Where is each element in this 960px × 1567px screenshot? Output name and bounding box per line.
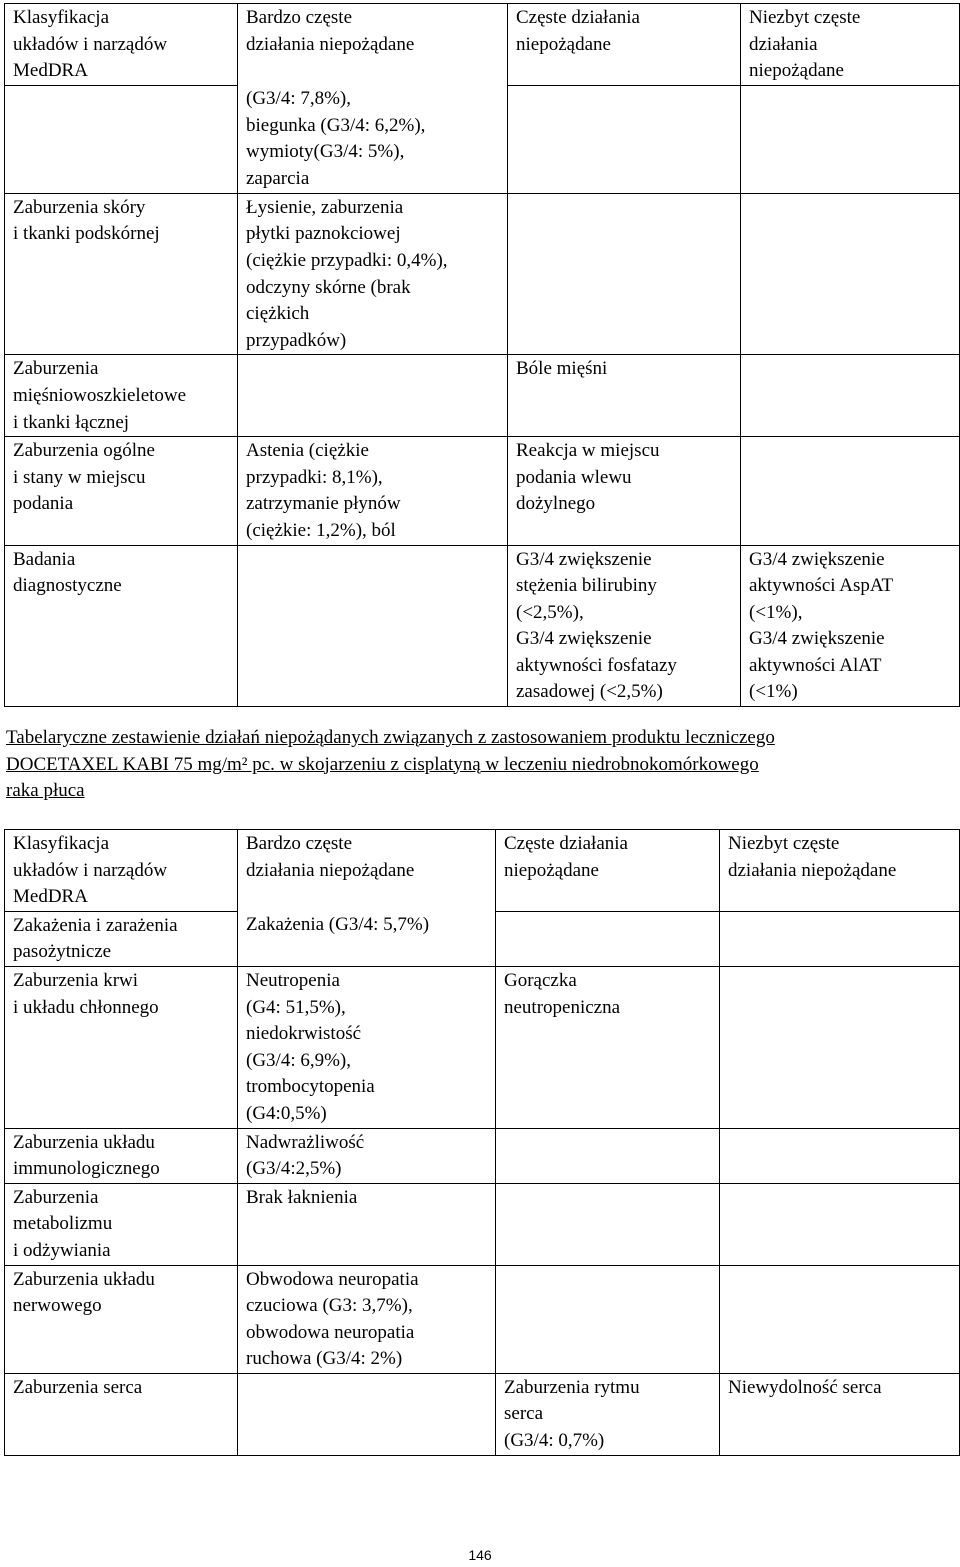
row-gi-common [508, 85, 741, 193]
row-gi-very-common: (G3/4: 7,8%), biegunka (G3/4: 6,2%), wymioty(G3/4: 5%), zaparcia [238, 85, 508, 193]
header-classification: Klasyfikacja układów i narządów MedDRA [5, 830, 238, 912]
row-cardiac-classification: Zaburzenia serca [5, 1373, 238, 1455]
row-infections-uncommon [720, 911, 960, 966]
row-skin-uncommon [741, 193, 960, 355]
header-common: Częste działania niepożądane [496, 830, 720, 912]
header-very-common: Bardzo częste działania niepożądane [238, 4, 508, 86]
row-cardiac-common: Zaburzenia rytmu serca (G3/4: 0,7%) [496, 1373, 720, 1455]
row-infections-very-common: Zakażenia (G3/4: 5,7%) [238, 911, 496, 966]
row-skin-very-common: Łysienie, zaburzenia płytki paznokciowej (ciężkie przypadki: 0,4%), odczyny skórne (brak ciężkich przypadków) [238, 193, 508, 355]
row-general-common: Reakcja w miejscu podania wlewu dożylnego [508, 437, 741, 545]
row-infections-classification: Zakażenia i zarażenia pasożytnicze [5, 911, 238, 966]
header-classification: Klasyfikacja układów i narządów MedDRA [5, 4, 238, 86]
row-blood-uncommon [720, 966, 960, 1128]
row-blood-very-common: Neutropenia (G4: 51,5%), niedokrwistość (G3/4: 6,9%), trombocytopenia (G4:0,5%) [238, 966, 496, 1128]
row-metabolism-classification: Zaburzenia metabolizmu i odżywiania [5, 1183, 238, 1265]
row-musculoskeletal-common: Bóle mięśni [508, 355, 741, 437]
row-general-classification: Zaburzenia ogólne i stany w miejscu podania [5, 437, 238, 545]
row-musculoskeletal-very-common [238, 355, 508, 437]
row-cardiac-uncommon: Niewydolność serca [720, 1373, 960, 1455]
row-gi-classification [5, 85, 238, 193]
row-nervous-uncommon [720, 1265, 960, 1373]
adverse-reactions-table-nsclc [4, 829, 960, 1456]
row-immune-classification: Zaburzenia układu immunologicznego [5, 1128, 238, 1183]
row-immune-very-common: Nadwrażliwość (G3/4:2,5%) [238, 1128, 496, 1183]
row-blood-common: Gorączka neutropeniczna [496, 966, 720, 1128]
row-general-uncommon [741, 437, 960, 545]
row-metabolism-uncommon [720, 1183, 960, 1265]
row-nervous-common [496, 1265, 720, 1373]
row-immune-uncommon [720, 1128, 960, 1183]
row-infections-common [496, 911, 720, 966]
header-common: Częste działania niepożądane [508, 4, 741, 86]
row-metabolism-common [496, 1183, 720, 1265]
row-musculoskeletal-classification: Zaburzenia mięśniowoszkieletowe i tkanki łącznej [5, 355, 238, 437]
header-very-common: Bardzo częste działania niepożądane [238, 830, 496, 912]
row-diagnostics-classification: Badania diagnostyczne [5, 545, 238, 707]
row-skin-common [508, 193, 741, 355]
row-diagnostics-very-common [238, 545, 508, 707]
row-diagnostics-uncommon: G3/4 zwiększenie aktywności AspAT (<1%), G3/4 zwiększenie aktywności AlAT (<1%) [741, 545, 960, 707]
row-nervous-classification: Zaburzenia układu nerwowego [5, 1265, 238, 1373]
row-general-very-common: Astenia (ciężkie przypadki: 8,1%), zatrzymanie płynów (ciężkie: 1,2%), ból [238, 437, 508, 545]
row-immune-common [496, 1128, 720, 1183]
table-caption: Tabelaryczne zestawienie działań niepożądanych związanych z zastosowaniem produktu leczniczego DOCETAXEL KABI 75 mg/m² pc. w skojarzeniu z cisplatyną w leczeniu niedrobnokomórkowego raka płuca [6, 727, 775, 802]
row-blood-classification: Zaburzenia krwi i układu chłonnego [5, 966, 238, 1128]
page-number: 146 [468, 1547, 492, 1563]
row-musculoskeletal-uncommon [741, 355, 960, 437]
adverse-reactions-table-continued [4, 3, 960, 707]
header-uncommon: Niezbyt częste działania niepożądane [720, 830, 960, 912]
row-nervous-very-common: Obwodowa neuropatia czuciowa (G3: 3,7%), obwodowa neuropatia ruchowa (G3/4: 2%) [238, 1265, 496, 1373]
row-diagnostics-common: G3/4 zwiększenie stężenia bilirubiny (<2,5%), G3/4 zwiększenie aktywności fosfatazy zasadowej (<2,5%) [508, 545, 741, 707]
row-cardiac-very-common [238, 1373, 496, 1455]
header-uncommon: Niezbyt częste działania niepożądane [741, 4, 960, 86]
row-metabolism-very-common: Brak łaknienia [238, 1183, 496, 1265]
row-skin-classification: Zaburzenia skóry i tkanki podskórnej [5, 193, 238, 355]
row-gi-uncommon [741, 85, 960, 193]
